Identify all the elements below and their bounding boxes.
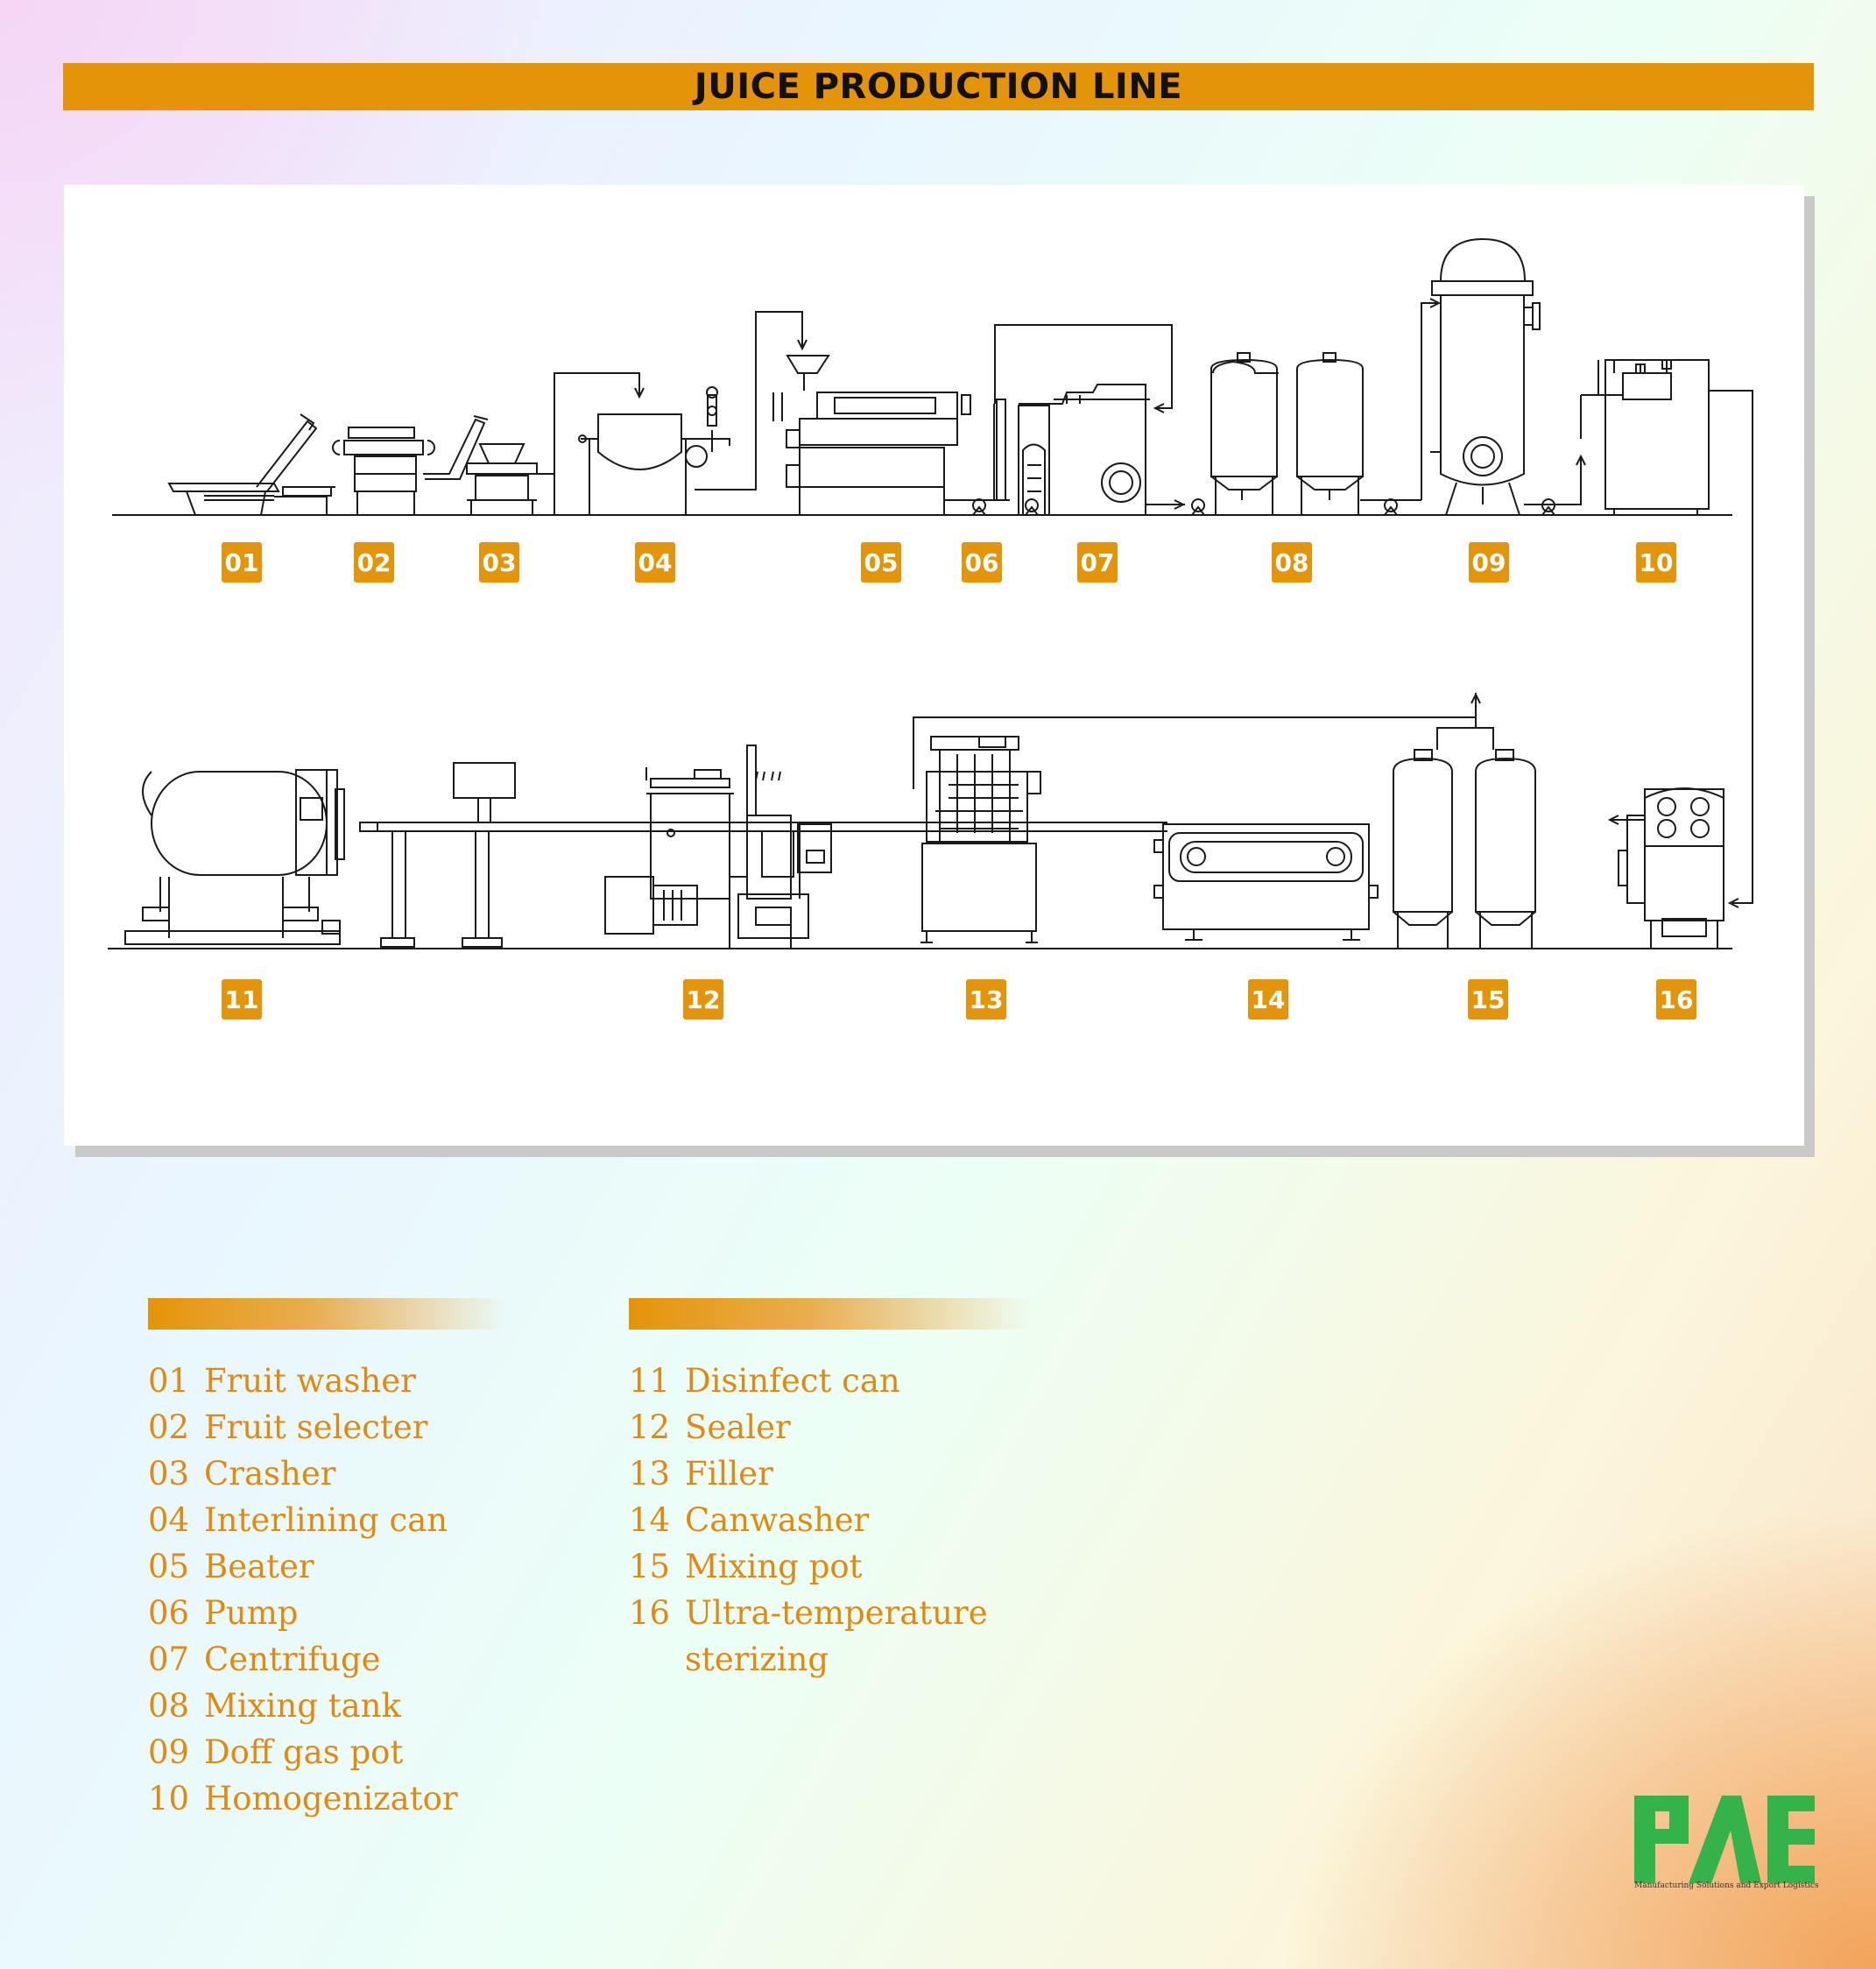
legend-item [629,1450,988,1497]
badge-12: 12 [683,979,723,1020]
legend-label: Mixing pot [685,1548,863,1585]
legend-number: 08 [148,1687,190,1725]
legend-item [629,1543,988,1590]
legend-label: Interlining can [204,1501,448,1539]
beater-drawing [695,312,979,515]
legend-left [148,1358,458,1822]
legend-bar-right [629,1298,1032,1330]
conveyor-drawing [377,822,1167,831]
pae-logo-icon [1634,1796,1819,1892]
legend-label: Fruit selecter [204,1408,428,1446]
legend-number: 14 [629,1501,671,1539]
badge-04: 04 [635,542,675,582]
legend-item [148,1636,458,1683]
legend-number: 01 [148,1362,190,1400]
page-title: JUICE PRODUCTION LINE [694,67,1183,107]
legend-number: 09 [148,1733,190,1771]
legend-number: 10 [148,1780,190,1817]
legend-label: Homogenizator [204,1780,458,1817]
badge-13: 13 [966,979,1006,1020]
legend-number: 04 [148,1501,190,1539]
sealer-drawing [605,745,831,949]
badge-03: 03 [479,542,519,582]
legend-label: Doff gas pot [204,1733,404,1771]
legend-bar-left [148,1298,509,1330]
legend-item [148,1683,458,1729]
mixing-pot-drawing [1393,693,1535,949]
homogenizator-drawing [1542,360,1753,907]
legend-item [148,1404,458,1450]
legend-label: Centrifuge [204,1641,381,1678]
legend-label: Pump [204,1594,299,1632]
legend-number: 03 [148,1455,190,1493]
logo-tagline: Manufacturing Solutions and Export Logistics [1634,1881,1819,1890]
badge-06: 06 [962,542,1002,582]
legend-number: 12 [629,1408,671,1446]
fruit-washer-drawing [169,414,335,515]
badge-10: 10 [1636,542,1676,582]
interlining-can-drawing [554,373,730,515]
legend-number [629,1636,685,1683]
crasher-drawing [467,444,554,515]
legend-label: Sealer [685,1408,791,1446]
legend-right [629,1358,988,1683]
mixing-tank-drawing [1192,353,1421,515]
legend-item [629,1497,988,1543]
pump-drawing [973,499,1038,515]
legend-item [148,1543,458,1590]
legend-label: Beater [204,1548,314,1585]
legend-label: Canwasher [685,1501,870,1539]
legend-item [148,1358,458,1404]
legend-number: 06 [148,1594,190,1632]
badge-01: 01 [222,542,262,582]
legend-item [629,1358,988,1404]
doff-gas-pot-drawing [1421,239,1562,515]
legend-number: 13 [629,1455,671,1493]
legend-item [148,1450,458,1497]
diagram-panel [64,185,1804,1146]
legend-number: 15 [629,1548,671,1585]
legend-label: Ultra-temperature [685,1594,988,1632]
legend-number: 05 [148,1548,190,1585]
badge-05: 05 [861,542,901,582]
filler-drawing [913,717,1476,942]
fruit-selecter-drawing [333,416,488,515]
legend-item [148,1590,458,1636]
disinfect-can-drawing [125,770,344,944]
canwasher-drawing [1154,824,1378,940]
centrifuge-drawing [994,325,1185,515]
process-flow-diagram [64,185,1804,1146]
legend-number: 11 [629,1362,671,1400]
legend-item [148,1775,458,1822]
legend-number: 02 [148,1408,190,1446]
badge-16: 16 [1656,979,1696,1020]
legend-item [629,1590,988,1636]
title-bar [63,63,1814,110]
badge-09: 09 [1469,542,1509,582]
legend-label: sterizing [685,1641,829,1678]
legend-item-continued [629,1636,988,1683]
legend-label: Mixing tank [204,1687,401,1725]
badge-15: 15 [1468,979,1508,1020]
badge-07: 07 [1077,542,1118,582]
badge-08: 08 [1272,542,1312,582]
ultra-temperature-sterizing-drawing [1610,788,1724,949]
legend-item [148,1497,458,1543]
legend-label: Crasher [204,1455,336,1493]
badge-02: 02 [354,542,394,582]
legend-label: Filler [685,1455,773,1493]
badge-11: 11 [222,979,262,1020]
legend-item [629,1404,988,1450]
legend-number: 16 [629,1594,671,1632]
legend-label: Disinfect can [685,1362,900,1400]
legend-item [148,1729,458,1775]
badge-14: 14 [1248,979,1288,1020]
legend-label: Fruit washer [204,1362,416,1400]
legend-number: 07 [148,1641,190,1678]
